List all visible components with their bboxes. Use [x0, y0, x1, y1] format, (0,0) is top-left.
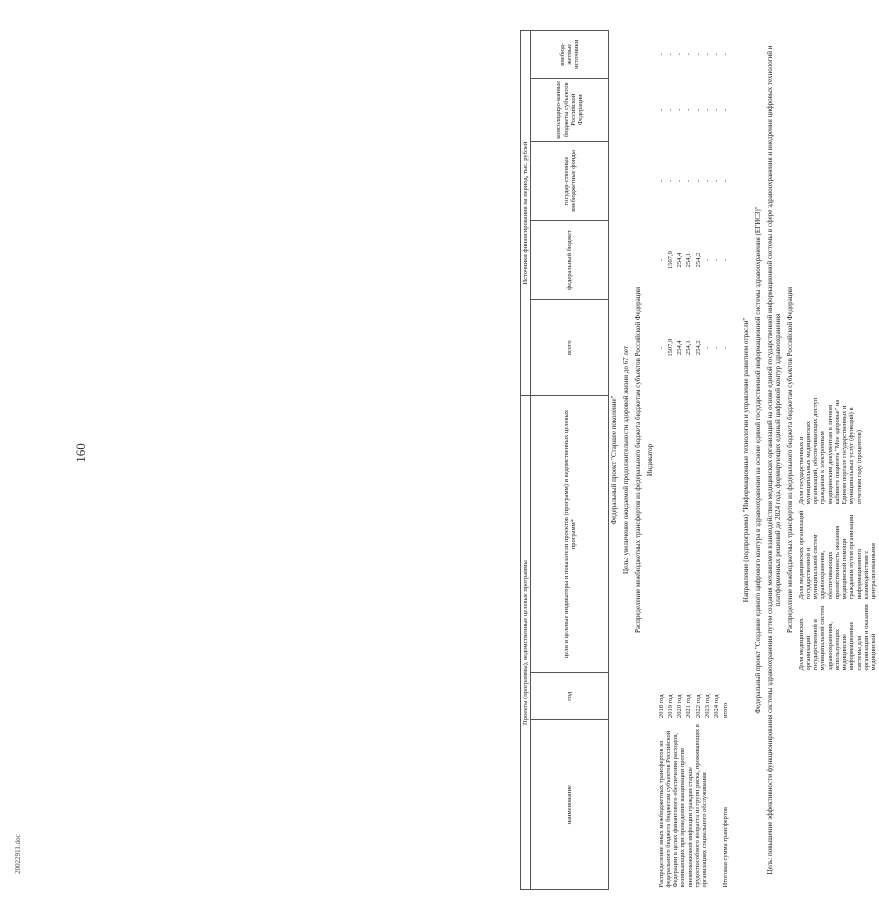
year-cell: 2019 год	[666, 694, 674, 718]
extra-cell: -	[666, 53, 674, 56]
year-cell: 2022 год	[694, 694, 702, 718]
federal-cell: -	[722, 258, 730, 262]
indicator-1: Доля медицинских организаций государственной и муниципальной систем здравоохранения, использующих медицинские информационные системы для организации и оказания медицинской	[797, 604, 878, 671]
state-funds-cell: -	[657, 179, 665, 183]
total-cell: 254,2	[694, 340, 702, 355]
section1-indicator: Индикатор	[645, 443, 654, 477]
header-regional-budgets: консолидиро-ванные бюджеты субъектов Российской Федерации	[531, 78, 609, 141]
item-name: Распределение иных межбюджетных трансфертов из федерального бюджета бюджетам субъектов Российской Федерации в целях финансового обеспечения расходов, возникающих при проведении вакцинации против пневмококковой инфекции граждан старше трудоспособного возраста из групп риска, проживающих в организациях социального обслуживания	[657, 724, 709, 888]
header-name: наименование	[531, 720, 609, 890]
header-federal-budget: федеральный бюджет	[531, 221, 609, 300]
indicator-row	[797, 31, 879, 890]
regional-cell: -	[703, 108, 711, 111]
extra-cell: -	[676, 53, 684, 56]
extra-cell: -	[703, 53, 711, 56]
section2-goal: Цель: повышение эффективности функционирования системы здравоохранения путем создания механизмов взаимодействия медицинских организаций на основе единой государственной информационной системы в сфере здравоохранения и внедрения цифровых технологий и платформенных решений до 2024 года, формирующих единый цифровой контур здравоохранения	[766, 45, 782, 875]
regional-cell: -	[722, 108, 730, 111]
section2-direction: Направление (подпрограмма) "Информационные технологии и управление развитием отрасли"	[742, 317, 751, 603]
state-funds-cell: -	[685, 179, 693, 183]
year-cell: 2020 год	[676, 694, 684, 718]
federal-cell: 254,2	[694, 252, 702, 268]
total-cell: -	[713, 346, 721, 349]
total-cell: -	[657, 346, 665, 349]
extra-cell: -	[685, 53, 693, 56]
federal-cell: 1507,9	[666, 251, 674, 269]
federal-cell: 254,4	[676, 252, 684, 268]
state-funds-cell: -	[713, 179, 721, 183]
section2-project: Федеральный проект "Создание единого цифрового контура в здравоохранении на основе единой государственной информационной системы здравоохранения (ЕГИСЗ)"	[754, 206, 763, 714]
header-year: год	[531, 673, 609, 720]
table-row-total	[721, 31, 741, 890]
indicator-cell	[684, 396, 693, 673]
state-funds-cell: -	[694, 179, 702, 183]
indicator-cell	[666, 396, 675, 673]
extra-cell: -	[694, 53, 702, 56]
header-group-sources: Источники финансирования на период, тыс. рублей	[521, 31, 531, 396]
header-goal: цели и целевые индикаторы и показатели проектов (программ) и ведомственных целевых программ*	[531, 396, 609, 673]
extra-cell: -	[657, 53, 665, 56]
total-row-name: Итоговая сумма трансфертов	[722, 807, 730, 888]
regional-cell: -	[666, 108, 674, 111]
state-funds-cell: -	[703, 179, 711, 183]
indicator-cell	[694, 396, 703, 673]
federal-cell: -	[657, 258, 665, 262]
regional-cell: -	[676, 108, 684, 111]
total-row-year: итого	[722, 702, 730, 718]
indicator-cell	[675, 396, 684, 673]
indicator-cell	[721, 396, 741, 673]
regional-cell: -	[657, 108, 665, 111]
indicator-2: Доля медицинских организаций государственной и муниципальной систем здравоохранения, обеспечивающих преемственность оказания медицинской помощи гражданам путем организации информационного взаимодействия с централизованными	[797, 510, 878, 600]
section2-distribution: Распределение межбюджетных трансфертов из федерального бюджета бюджетам субъектов Российской Федерации	[785, 287, 794, 633]
year-cell: 2024 год	[713, 694, 721, 718]
year-cell: 2018 год	[657, 694, 665, 718]
total-cell: -	[703, 346, 711, 349]
extra-cell: -	[713, 53, 721, 56]
regional-cell: -	[713, 108, 721, 111]
footer-doc-code: 20022911.doc	[14, 834, 22, 874]
total-cell: 254,1	[685, 340, 693, 355]
federal-cell: -	[703, 258, 711, 262]
indicator-3: Доля государственных и муниципальных медицинских организаций, обеспечивающих доступ гражданам к электронным медицинским документам в личном кабинете пациента "Мое здоровье" на Едином портале государственных и муниципальных услуг (функций) в отчетном году (процентов)	[797, 397, 863, 505]
total-cell: -	[722, 346, 730, 349]
regional-cell: -	[685, 108, 693, 111]
section1-distribution: Распределение межбюджетных трансфертов из федерального бюджета бюджетам субъектов Российской Федерации	[633, 287, 642, 633]
indicator-cell	[703, 396, 712, 673]
header-state-funds: государ-ственные внебюджетные фонды	[531, 141, 609, 220]
rotated-table-stage	[520, 30, 878, 890]
total-cell: 1507,9	[666, 338, 674, 357]
indicator-cell	[712, 396, 721, 673]
header-extrabudgetary: внебюд-жетные источники	[531, 31, 609, 79]
section1-project: Федеральный проект "Старшее поколение"	[610, 395, 619, 525]
header-total: всего	[531, 300, 609, 396]
federal-cell: -	[713, 258, 721, 262]
year-cell: 2021 год	[685, 694, 693, 718]
regional-cell: -	[694, 108, 702, 111]
section1-goal: Цель: увеличение ожидаемой продолжительности здоровой жизни до 67 лет	[622, 345, 631, 575]
state-funds-cell: -	[722, 179, 730, 183]
federal-cell: 254,1	[685, 252, 693, 268]
financing-table	[520, 30, 879, 890]
extra-cell: -	[722, 53, 730, 56]
total-cell: 254,4	[676, 340, 684, 355]
page-number: 160	[73, 443, 88, 463]
table-row	[657, 31, 666, 890]
indicator-cell	[657, 396, 666, 673]
header-group-projects: Проекты (программы), ведомственные целевые программы	[521, 396, 531, 890]
state-funds-cell: -	[676, 179, 684, 183]
year-cell: 2023 год	[703, 694, 711, 718]
state-funds-cell: -	[666, 179, 674, 183]
